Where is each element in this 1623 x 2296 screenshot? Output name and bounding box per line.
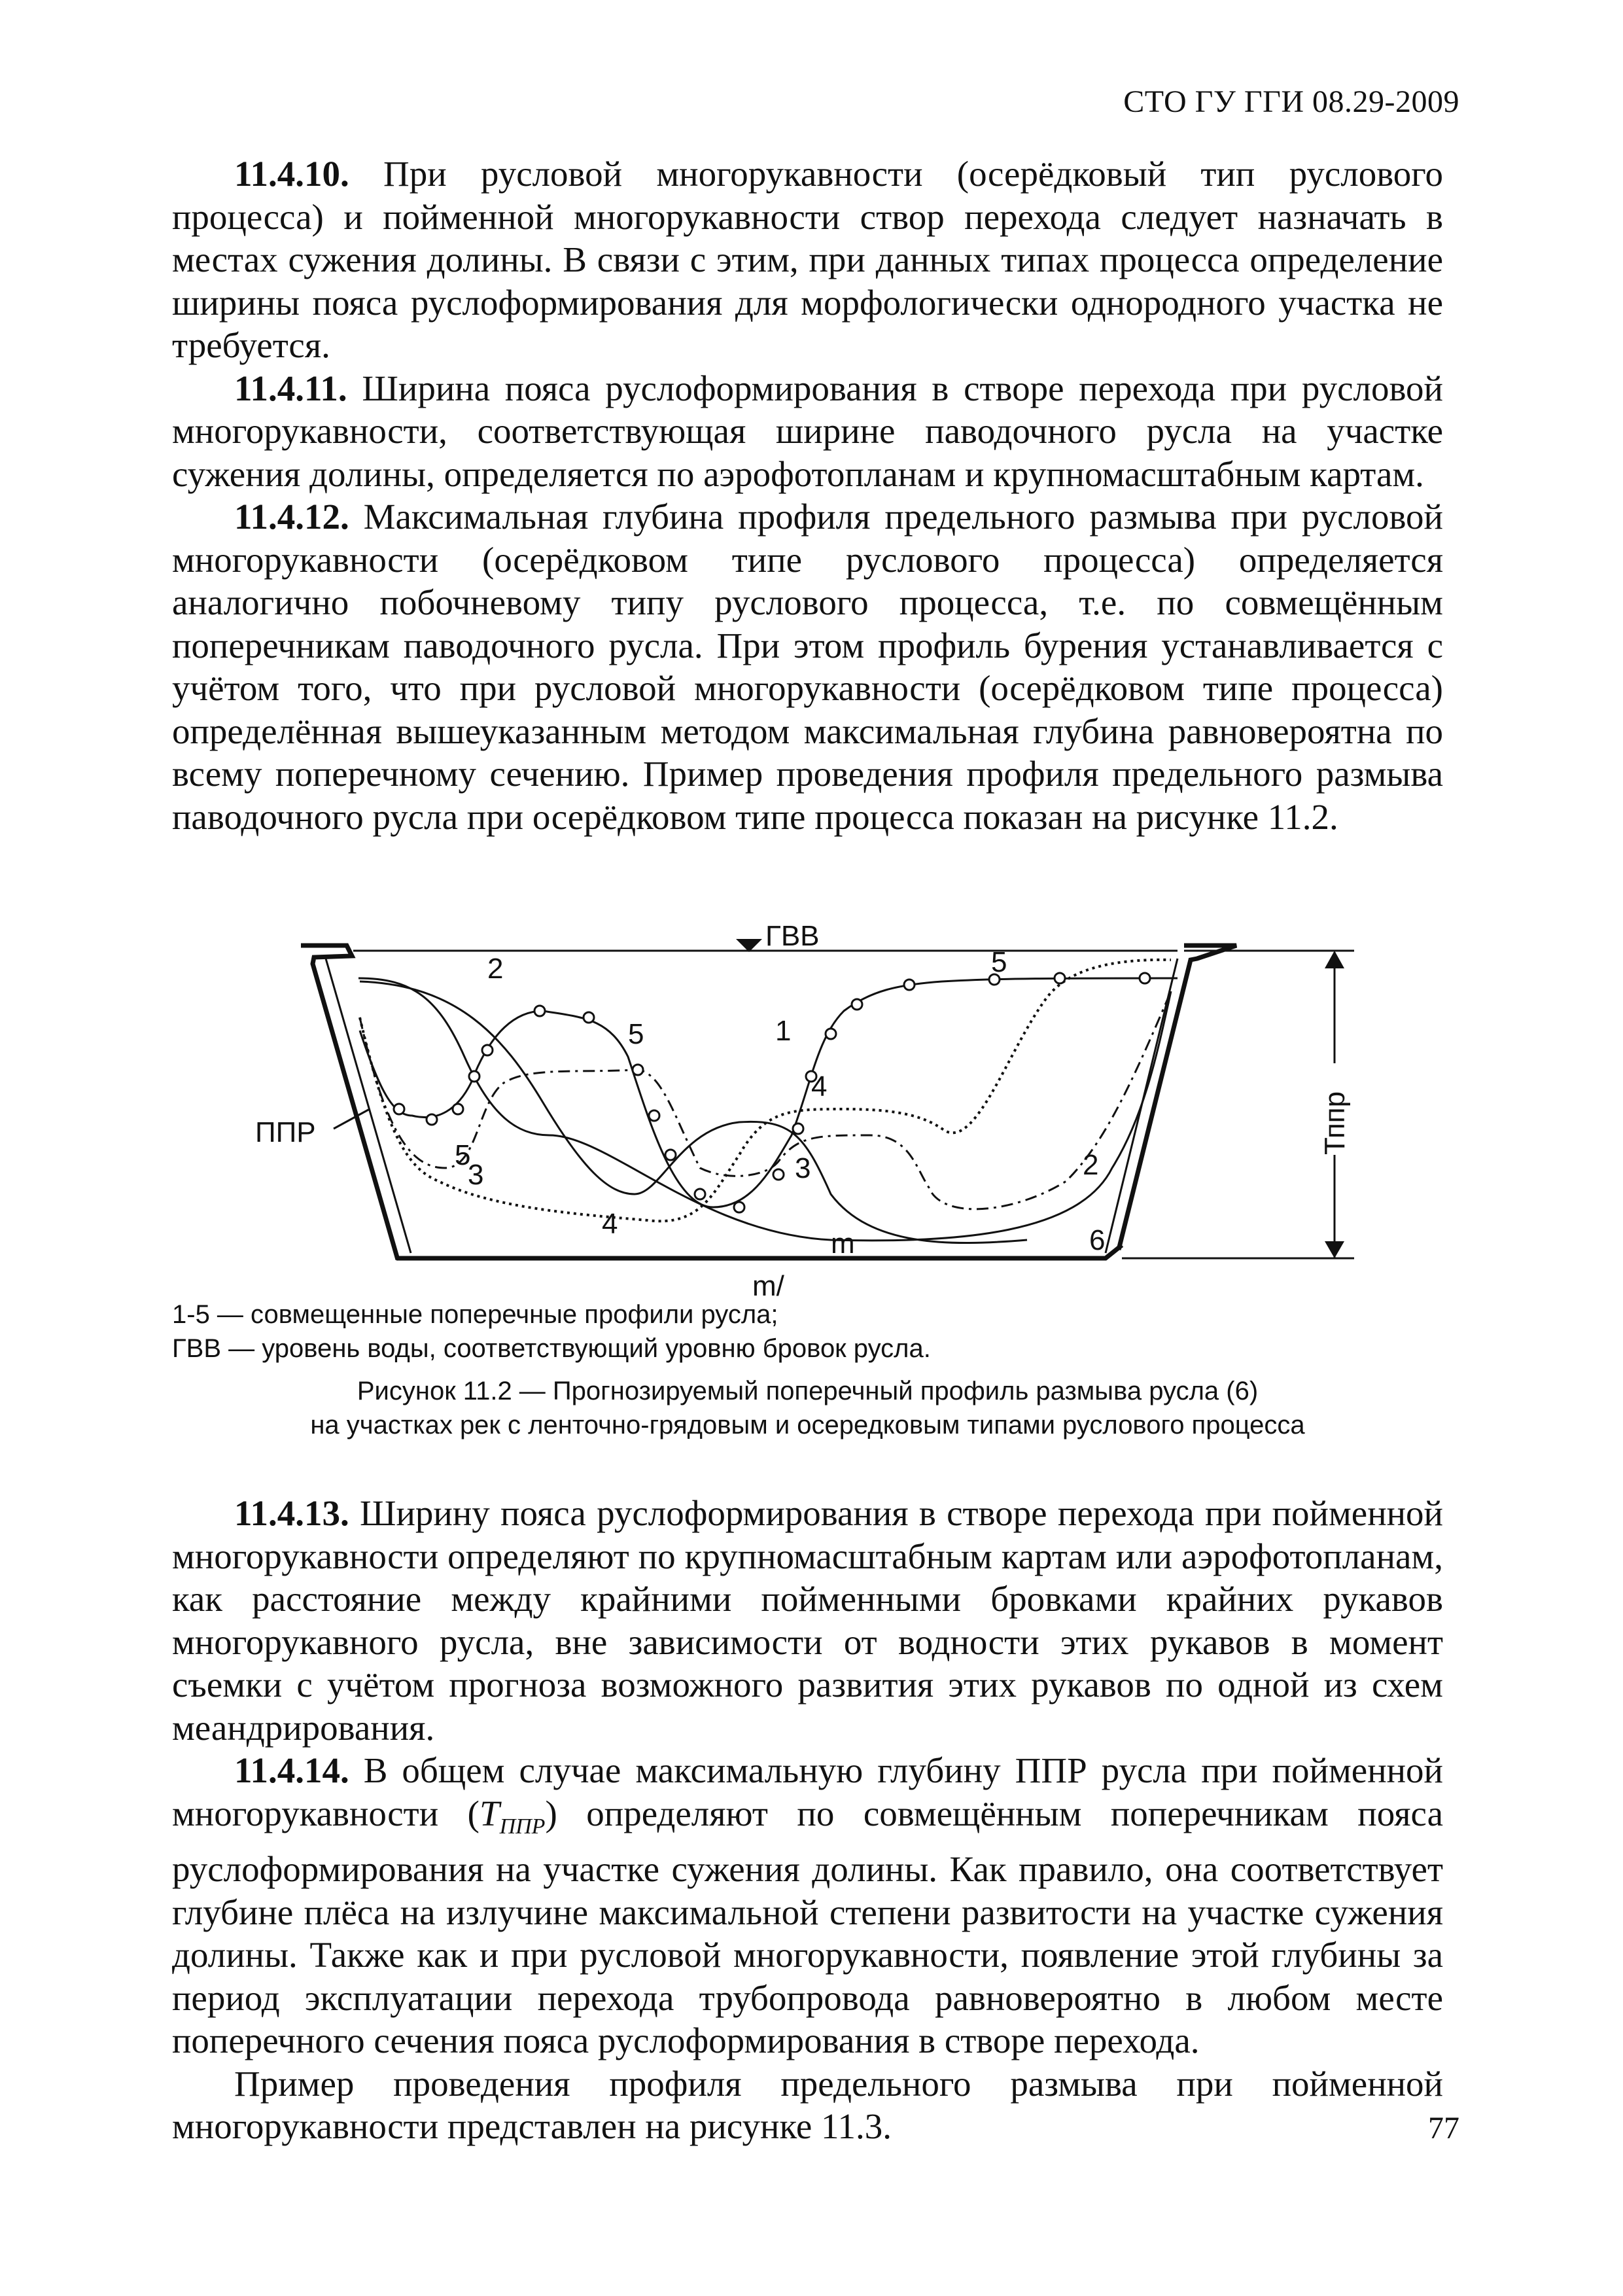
clause-number: 11.4.11. (234, 368, 347, 408)
paragraph-11-4-10 (172, 152, 1443, 367)
caption-line-1: Рисунок 11.2 — Прогнозируемый поперечный профиль размыва русла (6) (357, 1377, 1259, 1405)
t-subscript: ППР (499, 1814, 546, 1839)
clause-number: 11.4.14. (234, 1750, 349, 1790)
curve-5-markers (394, 973, 1150, 1212)
paragraph-text-post: ) определяют по совмещённым поперечникам пояса руслоформирования на участке сужения долины. Как правило, она соответствует глубине плёса на излучине максимальной степени развитости на участке сужения долины. Также как и при русловой многорукавности, появление этой глубины за период эксплуатации перехода трубопровода равновероятно в любом месте поперечного сечения пояса руслоформирования в створе перехода. (172, 1793, 1443, 2060)
curve-6-label: 6 (1089, 1224, 1106, 1256)
curve-5-label-right: 5 (991, 946, 1007, 978)
channel-outline-right (1119, 945, 1236, 1250)
channel-bottom (396, 1245, 1122, 1258)
figure-caption (172, 1374, 1443, 1442)
paragraph-text-pre: В общем случае максимальную глубину ППР русла при пойменной многорукавности ( (172, 1750, 1443, 1833)
curve-4-label-mid: 4 (811, 1070, 828, 1103)
figure-11-2-diagram (242, 919, 1393, 1299)
paragraph-example-11-3 (172, 2062, 1443, 2148)
t-symbol: T (479, 1793, 500, 1833)
cross-section-diagram (242, 919, 1393, 1299)
ppr-pointer-line (334, 1109, 370, 1129)
clause-number: 11.4.12. (234, 497, 349, 537)
paragraph-text: При русловой многорукавности (осерёдковый тип руслового процесса) и пойменной многорукавности створ перехода следует назначать в местах сужения долины. В связи с этим, при данных типах процесса определение ширины пояса руслоформирования для морфологически однородного участка не требуется. (172, 154, 1443, 365)
clause-number: 11.4.10. (234, 154, 349, 194)
m-label: m (831, 1227, 855, 1260)
tppr-label: Тппр (1319, 1091, 1351, 1155)
curve-3-label-left: 3 (468, 1159, 484, 1191)
text-block-bottom (172, 1492, 1443, 2148)
paragraph-11-4-11 (172, 367, 1443, 496)
profile-curve-2 (358, 978, 1171, 1241)
legend-line-1: 1-5 — совмещенные поперечные профили русла; (172, 1300, 778, 1329)
paragraph-text: Ширина пояса руслоформирования в створе перехода при русловой многорукавности, соответствующая ширине паводочного русла на участке сужения долины, определяется по аэрофотопланам и крупномасштабным картам. (172, 368, 1443, 494)
curve-5-label-left: 5 (455, 1139, 471, 1171)
curve-1-label: 1 (775, 1015, 792, 1047)
curve-2-label-left: 2 (487, 953, 504, 985)
curve-3-label-mid: 3 (795, 1152, 811, 1184)
ppr-label: ППР (255, 1116, 316, 1148)
paragraph-11-4-12 (172, 495, 1443, 838)
gvv-label: ГВВ (765, 920, 820, 952)
caption-line-2: на участках рек с ленточно-грядовым и осередковым типами руслового процесса (310, 1411, 1305, 1439)
m-prime-label: m/ (752, 1270, 784, 1299)
paragraph-11-4-13 (172, 1492, 1443, 1749)
text-block-top (172, 152, 1443, 838)
curve-5-label-top: 5 (628, 1018, 644, 1050)
tppr-arrow-bottom (1325, 1241, 1344, 1258)
tppr-arrow-top (1325, 951, 1344, 968)
paragraph-text: Пример проведения профиля предельного размыва при пойменной многорукавности представлен на рисунке 11.3. (172, 2063, 1443, 2146)
clause-number: 11.4.13. (234, 1493, 349, 1533)
channel-outline-left (301, 945, 398, 1260)
curve-4-label-bottom: 4 (602, 1208, 618, 1240)
document-code-header: СТО ГУ ГГИ 08.29-2009 (1123, 84, 1459, 119)
curve-2-label-right: 2 (1083, 1149, 1099, 1181)
paragraph-text: Максимальная глубина профиля предельного размыва при русловой многорукавности (осерёдковом типе руслового процесса) определяется аналогично побочневому типу руслового процесса, т.е. по совмещённым поперечникам паводочного русла. При этом профиль бурения устанавливается с учётом того, что при русловой многорукавности (осерёдковом типе процесса) определённая вышеуказанным методом максимальная глубина равновероятна по всему поперечному сечению. Пример проведения профиля предельного размыва паводочного русла при осерёдковом типе процесса показан на рисунке 11.2. (172, 497, 1443, 837)
page-number: 77 (1428, 2111, 1459, 2146)
legend-line-2: ГВВ — уровень воды, соответствующий уровню бровок русла. (172, 1334, 931, 1363)
paragraph-text: Ширину пояса руслоформирования в створе перехода при пойменной многорукавности определяют по крупномасштабным картам или аэрофотопланам, как расстояние между крайними пойменными бровками крайних рукавов многорукавного русла, вне зависимости от водности этих рукавов в момент съемки с учётом прогноза возможного развития этих рукавов по одной из схем меандрирования. (172, 1493, 1443, 1748)
paragraph-11-4-14 (172, 1749, 1443, 2062)
figure-legend (172, 1298, 931, 1366)
